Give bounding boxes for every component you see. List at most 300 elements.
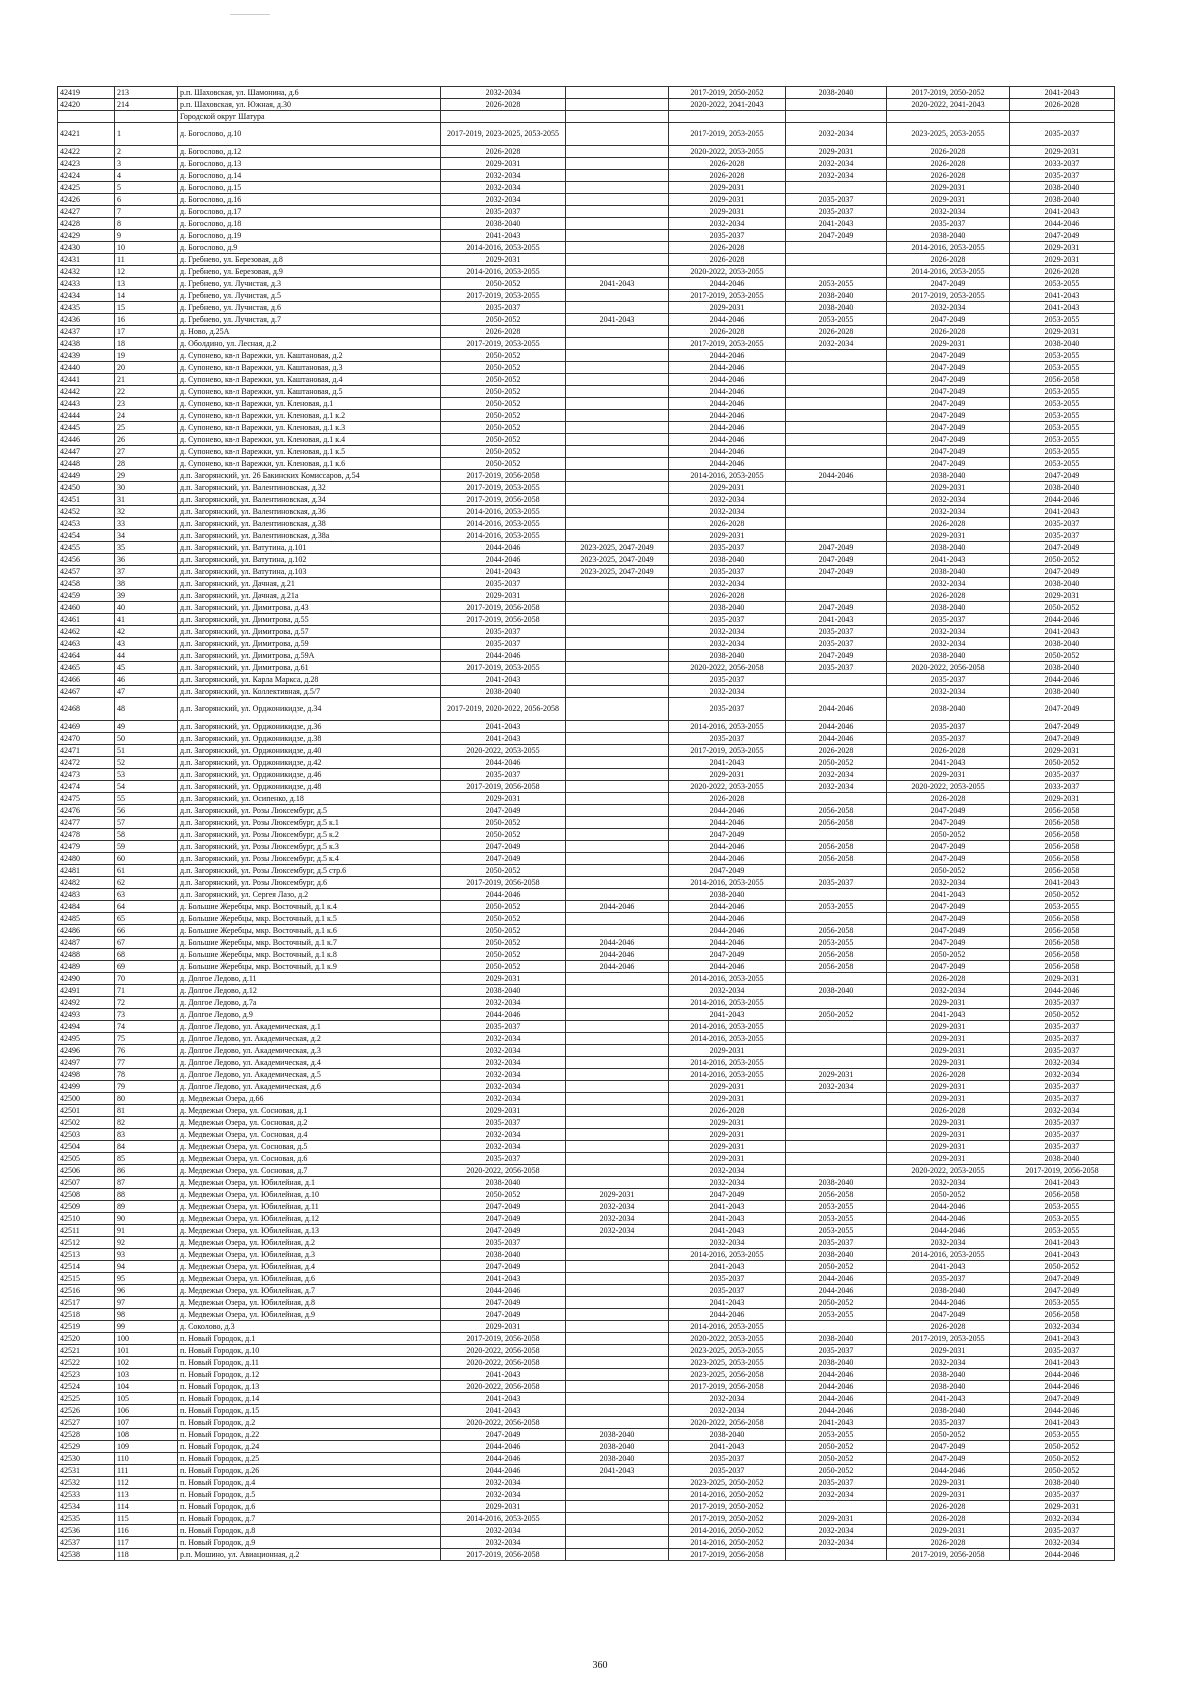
cell-period_6: 2044-2046 — [1010, 674, 1115, 686]
table-row — [58, 877, 1115, 889]
cell-period_5: 2038-2040 — [887, 602, 1010, 614]
cell-num: 71 — [115, 985, 178, 997]
cell-period_1: 2029-2031 — [441, 590, 566, 602]
cell-period_4: 2050-2052 — [786, 1009, 887, 1021]
cell-address: д.п. Загорянский, ул. Розы Люксембург, д.5 — [178, 805, 441, 817]
table-row — [58, 1141, 1115, 1153]
cell-period_4 — [786, 111, 887, 123]
cell-period_1: 2017-2019, 2056-2058 — [441, 877, 566, 889]
cell-period_1: 2041-2043 — [441, 566, 566, 578]
table-row — [58, 530, 1115, 542]
cell-num: 46 — [115, 674, 178, 686]
cell-period_5: 2044-2046 — [887, 1465, 1010, 1477]
cell-period_3: 2014-2016, 2053-2055 — [669, 1021, 786, 1033]
cell-period_4: 2035-2037 — [786, 194, 887, 206]
cell-period_2 — [566, 1357, 669, 1369]
cell-period_4: 2050-2052 — [786, 757, 887, 769]
cell-period_5: 2017-2019, 2056-2058 — [887, 1549, 1010, 1561]
cell-address: д. Богослово, д.15 — [178, 182, 441, 194]
cell-period_3: 2017-2019, 2053-2055 — [669, 745, 786, 757]
cell-num: 51 — [115, 745, 178, 757]
cell-period_6: 2029-2031 — [1010, 973, 1115, 985]
table-row — [58, 1105, 1115, 1117]
cell-period_6: 2033-2037 — [1010, 781, 1115, 793]
cell-address: д. Медвежьи Озера, ул. Сосновая, д.4 — [178, 1129, 441, 1141]
cell-num: 79 — [115, 1081, 178, 1093]
cell-period_1: 2044-2046 — [441, 650, 566, 662]
table-row — [58, 302, 1115, 314]
table-row — [58, 1189, 1115, 1201]
cell-id: 42434 — [58, 290, 115, 302]
table-row — [58, 1117, 1115, 1129]
cell-id: 42420 — [58, 99, 115, 111]
cell-period_3: 2044-2046 — [669, 434, 786, 446]
cell-address: д. Медвежьи Озера, ул. Юбилейная, д.3 — [178, 1249, 441, 1261]
cell-period_5: 2026-2028 — [887, 1069, 1010, 1081]
table-row — [58, 721, 1115, 733]
cell-period_1: 2017-2019, 2056-2058 — [441, 470, 566, 482]
cell-id: 42531 — [58, 1465, 115, 1477]
cell-id: 42450 — [58, 482, 115, 494]
cell-period_6: 2038-2040 — [1010, 194, 1115, 206]
cell-period_1: 2050-2052 — [441, 362, 566, 374]
cell-period_4: 2053-2055 — [786, 1225, 887, 1237]
cell-address: д.п. Загорянский, ул. Орджоникидзе, д.42 — [178, 757, 441, 769]
cell-period_5: 2038-2040 — [887, 470, 1010, 482]
cell-num: 25 — [115, 422, 178, 434]
cell-period_6: 2041-2043 — [1010, 290, 1115, 302]
cell-period_3: 2041-2043 — [669, 1441, 786, 1453]
cell-period_6: 2035-2037 — [1010, 1045, 1115, 1057]
cell-num: 102 — [115, 1357, 178, 1369]
cell-period_3: 2014-2016, 2053-2055 — [669, 470, 786, 482]
table-row — [58, 87, 1115, 99]
cell-period_2 — [566, 242, 669, 254]
table-row — [58, 1129, 1115, 1141]
cell-period_4: 2056-2058 — [786, 805, 887, 817]
cell-period_6: 2053-2055 — [1010, 350, 1115, 362]
cell-period_5: 2047-2049 — [887, 314, 1010, 326]
cell-address: д. Богослово, д.19 — [178, 230, 441, 242]
cell-period_4 — [786, 99, 887, 111]
cell-address: д. Богослово, д.13 — [178, 158, 441, 170]
cell-period_2 — [566, 302, 669, 314]
cell-period_3: 2029-2031 — [669, 530, 786, 542]
cell-period_3: 2017-2019, 2053-2055 — [669, 290, 786, 302]
cell-period_2 — [566, 1033, 669, 1045]
cell-id: 42497 — [58, 1057, 115, 1069]
cell-period_3: 2032-2034 — [669, 1177, 786, 1189]
cell-address: д. Долгое Ледово, ул. Академическая, д.2 — [178, 1033, 441, 1045]
cell-period_4: 2038-2040 — [786, 1357, 887, 1369]
cell-period_6: 2038-2040 — [1010, 638, 1115, 650]
cell-period_2 — [566, 578, 669, 590]
cell-period_5: 2029-2031 — [887, 1081, 1010, 1093]
cell-period_3: 2026-2028 — [669, 1105, 786, 1117]
cell-num: 73 — [115, 1009, 178, 1021]
cell-id: 42500 — [58, 1093, 115, 1105]
cell-id: 42471 — [58, 745, 115, 757]
cell-period_5: 2029-2031 — [887, 194, 1010, 206]
cell-period_1: 2038-2040 — [441, 686, 566, 698]
cell-num: 23 — [115, 398, 178, 410]
cell-period_1: 2050-2052 — [441, 925, 566, 937]
cell-period_4: 2038-2040 — [786, 1249, 887, 1261]
cell-address: д. Медвежьи Озера, ул. Юбилейная, д.10 — [178, 1189, 441, 1201]
cell-period_2 — [566, 1081, 669, 1093]
cell-period_1: 2050-2052 — [441, 817, 566, 829]
cell-period_5: 2032-2034 — [887, 686, 1010, 698]
cell-address: д. Медвежьи Озера, ул. Юбилейная, д.11 — [178, 1201, 441, 1213]
table-row — [58, 158, 1115, 170]
cell-id: 42509 — [58, 1201, 115, 1213]
cell-period_4: 2038-2040 — [786, 87, 887, 99]
cell-num: 11 — [115, 254, 178, 266]
cell-num — [115, 111, 178, 123]
cell-period_1: 2017-2019, 2056-2058 — [441, 602, 566, 614]
cell-id: 42475 — [58, 793, 115, 805]
cell-period_4 — [786, 458, 887, 470]
cell-id: 42425 — [58, 182, 115, 194]
cell-num: 103 — [115, 1369, 178, 1381]
cell-id: 42499 — [58, 1081, 115, 1093]
cell-period_3: 2044-2046 — [669, 410, 786, 422]
table-row — [58, 1177, 1115, 1189]
cell-period_2 — [566, 506, 669, 518]
cell-period_5: 2020-2022, 2056-2058 — [887, 662, 1010, 674]
cell-period_1: 2050-2052 — [441, 458, 566, 470]
cell-period_4: 2035-2037 — [786, 1345, 887, 1357]
cell-num: 66 — [115, 925, 178, 937]
cell-period_3: 2041-2043 — [669, 1213, 786, 1225]
cell-num: 30 — [115, 482, 178, 494]
cell-id: 42492 — [58, 997, 115, 1009]
table-row — [58, 1441, 1115, 1453]
cell-period_4 — [786, 913, 887, 925]
cell-period_5: 2047-2049 — [887, 458, 1010, 470]
cell-period_2 — [566, 781, 669, 793]
cell-id: 42447 — [58, 446, 115, 458]
table-row — [58, 793, 1115, 805]
cell-id: 42467 — [58, 686, 115, 698]
cell-period_6: 2032-2034 — [1010, 1537, 1115, 1549]
cell-period_3: 2017-2019, 2050-2052 — [669, 87, 786, 99]
cell-period_5: 2044-2046 — [887, 1225, 1010, 1237]
cell-period_2 — [566, 422, 669, 434]
cell-id: 42495 — [58, 1033, 115, 1045]
cell-period_6: 2056-2058 — [1010, 961, 1115, 973]
cell-period_2: 2032-2034 — [566, 1201, 669, 1213]
cell-period_4: 2032-2034 — [786, 781, 887, 793]
cell-period_1: 2044-2046 — [441, 1453, 566, 1465]
cell-num: 18 — [115, 338, 178, 350]
cell-num: 101 — [115, 1345, 178, 1357]
cell-period_4: 2050-2052 — [786, 1465, 887, 1477]
table-row — [58, 686, 1115, 698]
cell-period_1: 2047-2049 — [441, 841, 566, 853]
cell-id: 42431 — [58, 254, 115, 266]
cell-period_5: 2044-2046 — [887, 1297, 1010, 1309]
cell-period_2 — [566, 494, 669, 506]
cell-num: 26 — [115, 434, 178, 446]
cell-num: 55 — [115, 793, 178, 805]
cell-period_4 — [786, 182, 887, 194]
cell-address: п. Новый Городок, д.13 — [178, 1381, 441, 1393]
cell-num: 58 — [115, 829, 178, 841]
cell-period_3: 2023-2025, 2056-2058 — [669, 1369, 786, 1381]
cell-period_2 — [566, 853, 669, 865]
cell-period_3: 2044-2046 — [669, 398, 786, 410]
cell-num: 67 — [115, 937, 178, 949]
cell-period_1: 2032-2034 — [441, 1069, 566, 1081]
cell-address: д.п. Загорянский, ул. 26 Бакинских Комиссаров, д.54 — [178, 470, 441, 482]
table-row — [58, 1213, 1115, 1225]
cell-period_5: 2032-2034 — [887, 626, 1010, 638]
cell-period_1: 2014-2016, 2053-2055 — [441, 518, 566, 530]
cell-period_3: 2029-2031 — [669, 302, 786, 314]
cell-period_2 — [566, 805, 669, 817]
cell-num: 78 — [115, 1069, 178, 1081]
table-row — [58, 769, 1115, 781]
cell-period_4: 2026-2028 — [786, 745, 887, 757]
cell-period_3: 2020-2022, 2053-2055 — [669, 266, 786, 278]
cell-id: 42527 — [58, 1417, 115, 1429]
cell-period_2 — [566, 626, 669, 638]
cell-address: д. Медвежьи Озера, ул. Юбилейная, д.2 — [178, 1237, 441, 1249]
cell-period_4: 2044-2046 — [786, 721, 887, 733]
cell-id: 42530 — [58, 1453, 115, 1465]
cell-period_4: 2053-2055 — [786, 1429, 887, 1441]
cell-period_4: 2044-2046 — [786, 698, 887, 721]
cell-period_2 — [566, 1177, 669, 1189]
cell-period_6: 2050-2052 — [1010, 602, 1115, 614]
cell-period_2 — [566, 1381, 669, 1393]
cell-address: д. Гребнево, ул. Лучистая, д.3 — [178, 278, 441, 290]
cell-period_6: 2053-2055 — [1010, 1201, 1115, 1213]
cell-id: 42462 — [58, 626, 115, 638]
cell-period_4: 2032-2034 — [786, 338, 887, 350]
cell-period_2: 2038-2040 — [566, 1429, 669, 1441]
cell-period_3: 2029-2031 — [669, 1081, 786, 1093]
cell-address: д.п. Загорянский, ул. Валентиновская, д.34 — [178, 494, 441, 506]
cell-period_3: 2044-2046 — [669, 925, 786, 937]
cell-period_3: 2035-2037 — [669, 698, 786, 721]
table-row — [58, 542, 1115, 554]
cell-period_2 — [566, 638, 669, 650]
table-row — [58, 961, 1115, 973]
cell-num: 13 — [115, 278, 178, 290]
cell-period_1: 2032-2034 — [441, 997, 566, 1009]
cell-period_2 — [566, 1393, 669, 1405]
cell-id: 42498 — [58, 1069, 115, 1081]
cell-period_1: 2017-2019, 2053-2055 — [441, 338, 566, 350]
cell-period_4 — [786, 1165, 887, 1177]
table-row — [58, 218, 1115, 230]
cell-period_1: 2050-2052 — [441, 865, 566, 877]
cell-num: 62 — [115, 877, 178, 889]
cell-address: д.п. Загорянский, ул. Валентиновская, д.38а — [178, 530, 441, 542]
cell-period_2: 2038-2040 — [566, 1441, 669, 1453]
cell-period_2 — [566, 99, 669, 111]
cell-period_3: 2041-2043 — [669, 1009, 786, 1021]
cell-period_3: 2026-2028 — [669, 793, 786, 805]
cell-id: 42518 — [58, 1309, 115, 1321]
table-row — [58, 578, 1115, 590]
cell-period_6: 2053-2055 — [1010, 362, 1115, 374]
cell-address: д. Медвежьи Озера, ул. Юбилейная, д.6 — [178, 1273, 441, 1285]
cell-period_6: 2035-2037 — [1010, 1081, 1115, 1093]
cell-period_1: 2041-2043 — [441, 674, 566, 686]
cell-period_5: 2047-2049 — [887, 422, 1010, 434]
cell-period_4: 2056-2058 — [786, 817, 887, 829]
cell-period_2 — [566, 698, 669, 721]
cell-period_5: 2026-2028 — [887, 793, 1010, 805]
cell-period_2 — [566, 1021, 669, 1033]
cell-period_4 — [786, 1057, 887, 1069]
cell-id: 42476 — [58, 805, 115, 817]
table-row — [58, 338, 1115, 350]
cell-period_3: 2038-2040 — [669, 889, 786, 901]
cell-period_2 — [566, 386, 669, 398]
cell-period_2 — [566, 338, 669, 350]
cell-period_2 — [566, 1513, 669, 1525]
cell-address: п. Новый Городок, д.26 — [178, 1465, 441, 1477]
cell-period_2 — [566, 865, 669, 877]
cell-period_1: 2050-2052 — [441, 937, 566, 949]
cell-period_1: 2047-2049 — [441, 1309, 566, 1321]
table-row — [58, 182, 1115, 194]
table-row — [58, 1537, 1115, 1549]
cell-period_1: 2035-2037 — [441, 1021, 566, 1033]
cell-period_5: 2029-2031 — [887, 182, 1010, 194]
cell-period_3: 2035-2037 — [669, 230, 786, 242]
table-row — [58, 698, 1115, 721]
cell-period_6: 2050-2052 — [1010, 1261, 1115, 1273]
cell-period_3: 2044-2046 — [669, 913, 786, 925]
cell-num: 17 — [115, 326, 178, 338]
cell-period_6: 2038-2040 — [1010, 338, 1115, 350]
cell-num: 100 — [115, 1333, 178, 1345]
cell-num: 97 — [115, 1297, 178, 1309]
cell-period_6: 2032-2034 — [1010, 1321, 1115, 1333]
table-row — [58, 1021, 1115, 1033]
cell-id: 42506 — [58, 1165, 115, 1177]
cell-period_2 — [566, 1369, 669, 1381]
cell-num: 47 — [115, 686, 178, 698]
cell-period_2 — [566, 254, 669, 266]
cell-period_6: 2053-2055 — [1010, 1429, 1115, 1441]
cell-address: д. Медвежьи Озера, ул. Сосновая, д.1 — [178, 1105, 441, 1117]
cell-address: д. Богослово, д.18 — [178, 218, 441, 230]
cell-period_5: 2047-2049 — [887, 817, 1010, 829]
cell-id: 42516 — [58, 1285, 115, 1297]
document-sheet — [57, 86, 1099, 1561]
cell-period_2 — [566, 877, 669, 889]
cell-address: д. Богослово, д.16 — [178, 194, 441, 206]
cell-num: 38 — [115, 578, 178, 590]
cell-period_4: 2056-2058 — [786, 949, 887, 961]
cell-period_2 — [566, 889, 669, 901]
cell-num: 91 — [115, 1225, 178, 1237]
cell-num: 116 — [115, 1525, 178, 1537]
cell-period_6: 2044-2046 — [1010, 614, 1115, 626]
cell-period_3: 2044-2046 — [669, 961, 786, 973]
table-row — [58, 1417, 1115, 1429]
cell-period_3: 2041-2043 — [669, 1261, 786, 1273]
cell-period_4 — [786, 973, 887, 985]
cell-num: 106 — [115, 1405, 178, 1417]
table-row — [58, 374, 1115, 386]
table-row — [58, 733, 1115, 745]
cell-id: 42432 — [58, 266, 115, 278]
table-row — [58, 242, 1115, 254]
cell-period_5: 2035-2037 — [887, 218, 1010, 230]
cell-num: 50 — [115, 733, 178, 745]
cell-period_4 — [786, 494, 887, 506]
cell-period_3: 2044-2046 — [669, 278, 786, 290]
cell-period_4 — [786, 398, 887, 410]
cell-id: 42419 — [58, 87, 115, 99]
cell-num: 10 — [115, 242, 178, 254]
table-row — [58, 458, 1115, 470]
cell-id: 42451 — [58, 494, 115, 506]
cell-address: д. Долгое Ледово, ул. Академическая, д.5 — [178, 1069, 441, 1081]
cell-num: 117 — [115, 1537, 178, 1549]
table-row — [58, 506, 1115, 518]
cell-period_1: 2020-2022, 2053-2055 — [441, 745, 566, 757]
table-row — [58, 925, 1115, 937]
cell-id: 42472 — [58, 757, 115, 769]
cell-id: 42460 — [58, 602, 115, 614]
cell-period_1: 2047-2049 — [441, 1297, 566, 1309]
cell-period_1: 2017-2019, 2020-2022, 2056-2058 — [441, 698, 566, 721]
table-row — [58, 853, 1115, 865]
cell-num: 64 — [115, 901, 178, 913]
cell-period_4: 2056-2058 — [786, 853, 887, 865]
cell-num: 213 — [115, 87, 178, 99]
cell-period_2 — [566, 182, 669, 194]
cell-num: 115 — [115, 1513, 178, 1525]
cell-period_3: 2017-2019, 2053-2055 — [669, 123, 786, 146]
cell-period_1: 2032-2034 — [441, 1129, 566, 1141]
cell-address: д. Медвежьи Озера, ул. Юбилейная, д.4 — [178, 1261, 441, 1273]
table-row — [58, 230, 1115, 242]
cell-address: д. Долгое Ледово, ул. Академическая, д.3 — [178, 1045, 441, 1057]
cell-period_4: 2053-2055 — [786, 278, 887, 290]
cell-address: д. Долгое Ледово, д.12 — [178, 985, 441, 997]
cell-period_4 — [786, 350, 887, 362]
cell-period_2 — [566, 1525, 669, 1537]
table-row — [58, 650, 1115, 662]
cell-period_2 — [566, 1297, 669, 1309]
cell-id: 42463 — [58, 638, 115, 650]
cell-address: д.п. Загорянский, ул. Розы Люксембург, д.5 к.2 — [178, 829, 441, 841]
table-row — [58, 1153, 1115, 1165]
cell-period_6: 2041-2043 — [1010, 626, 1115, 638]
cell-period_2 — [566, 925, 669, 937]
table-row — [58, 350, 1115, 362]
cell-period_2: 2044-2046 — [566, 901, 669, 913]
cell-period_2 — [566, 1477, 669, 1489]
cell-period_5: 2017-2019, 2053-2055 — [887, 290, 1010, 302]
cell-id: 42468 — [58, 698, 115, 721]
table-row — [58, 602, 1115, 614]
cell-period_5: 2026-2028 — [887, 146, 1010, 158]
cell-period_5: 2038-2040 — [887, 1369, 1010, 1381]
cell-period_6: 2041-2043 — [1010, 87, 1115, 99]
cell-id: 42537 — [58, 1537, 115, 1549]
cell-period_6: 2041-2043 — [1010, 1237, 1115, 1249]
